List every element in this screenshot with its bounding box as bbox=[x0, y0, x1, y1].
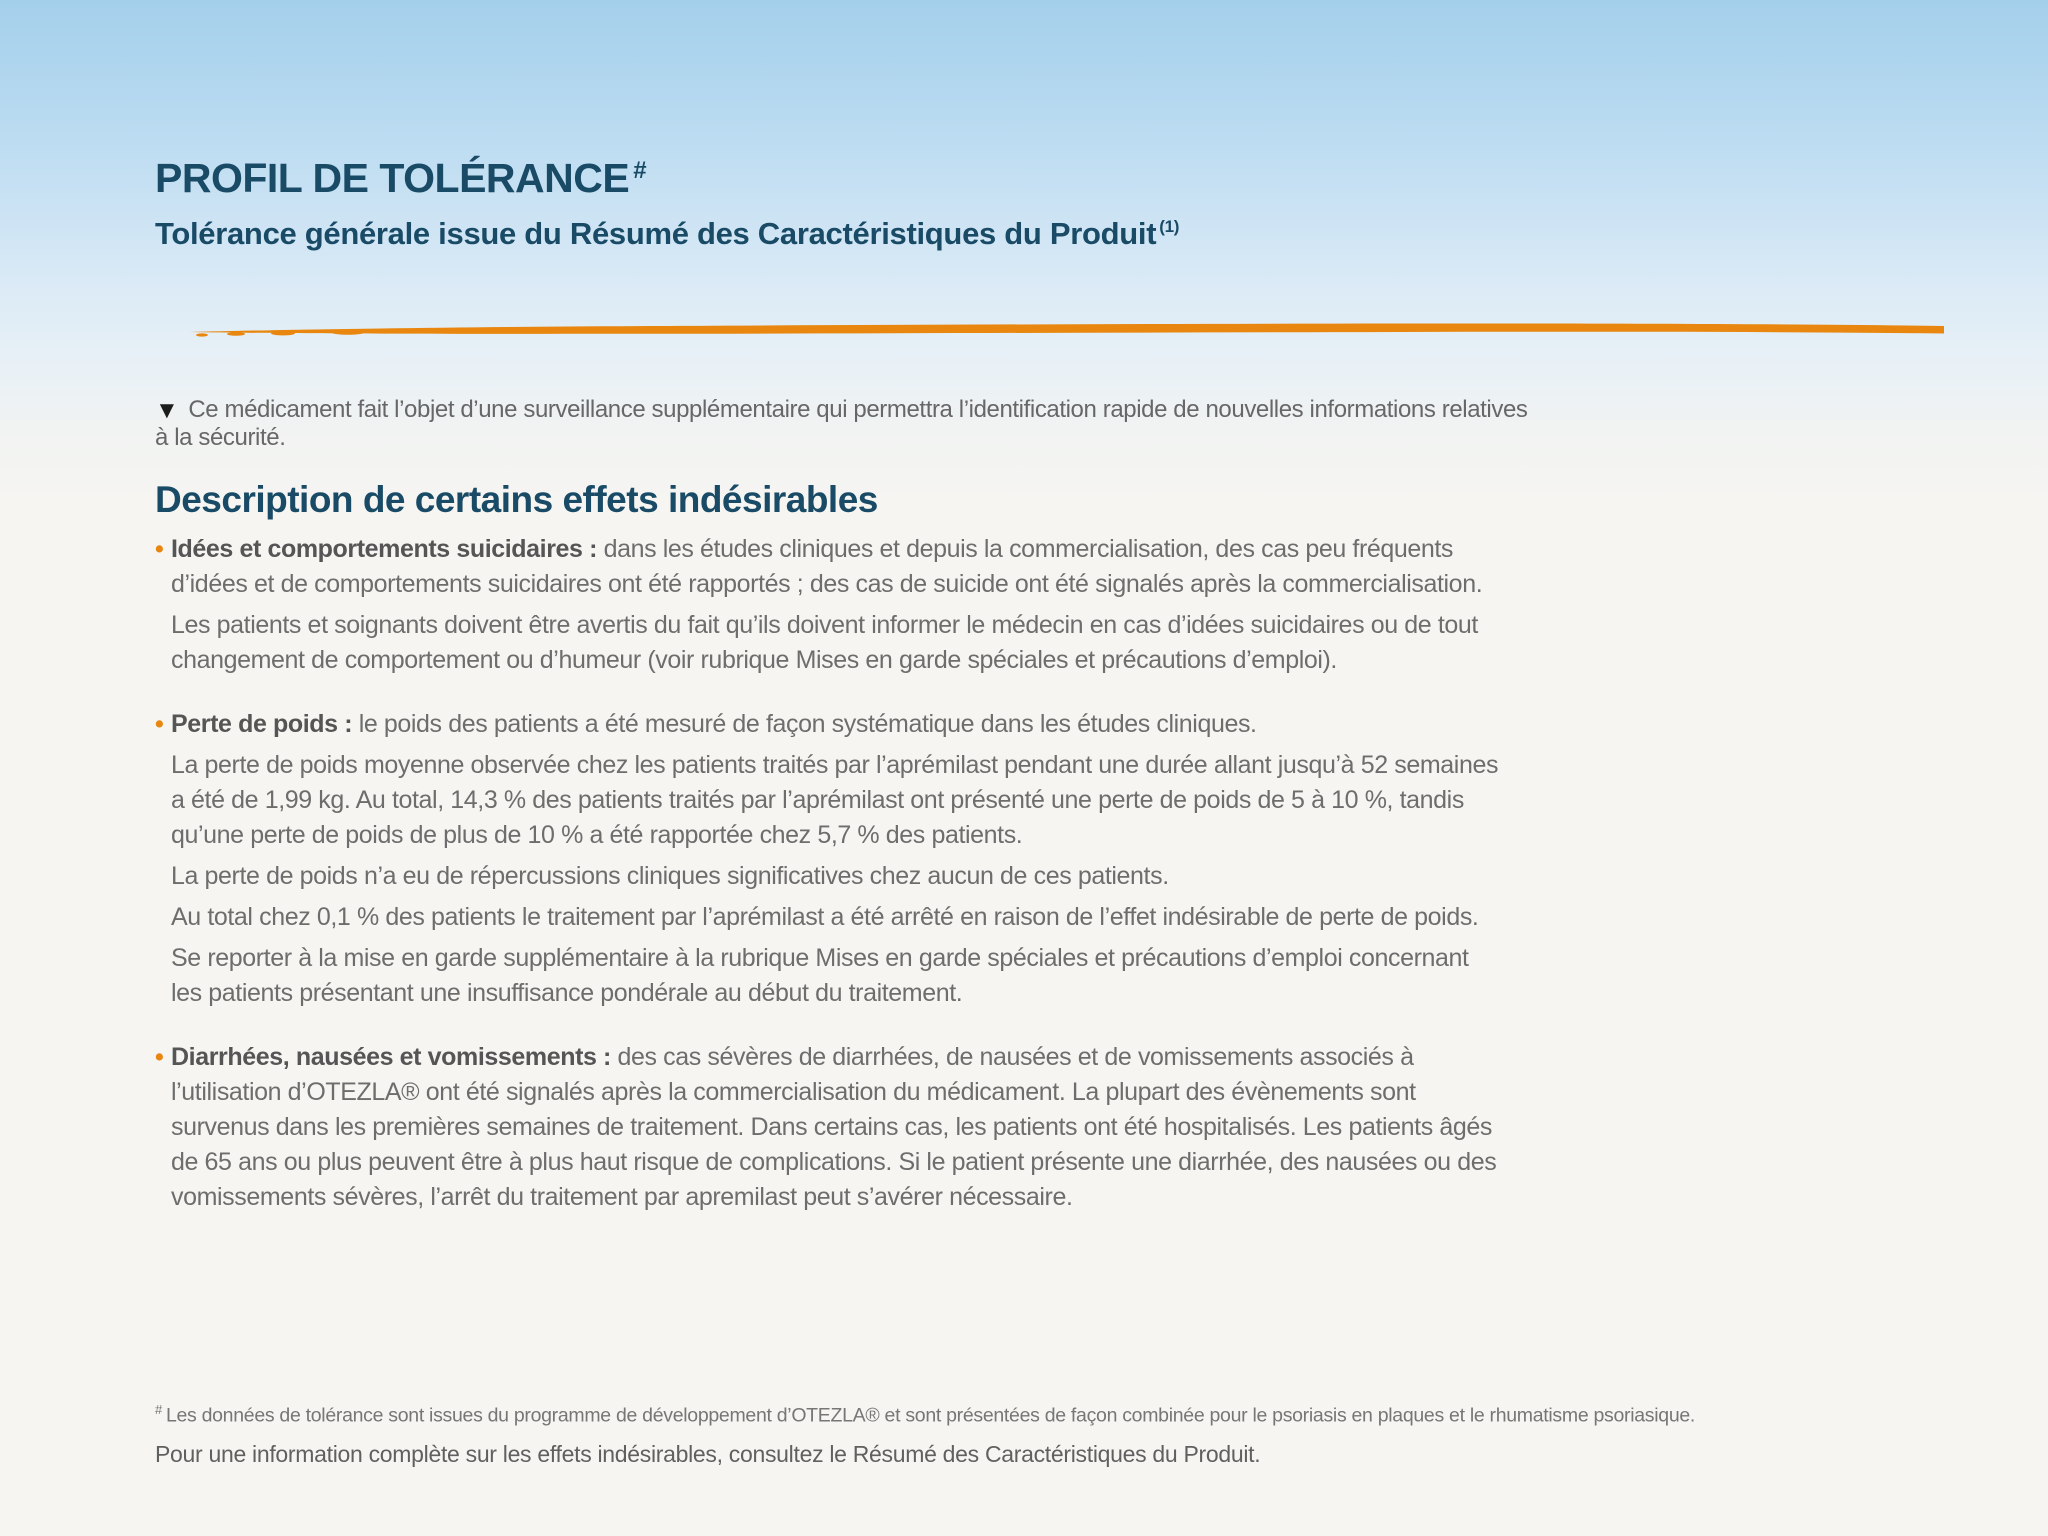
page-subtitle-reference: (1) bbox=[1159, 217, 1180, 237]
page-title-superscript: # bbox=[633, 156, 647, 184]
bullet-text: des cas sévères de diarrhées, de nausées et de vomissements associés à l’utilisation d’OTEZLA® ont été signalés après la commercialisation du médicament. La plupart des évènements sont survenus dans les premières semaines de traitement. Dans certains cas, les patients ont été hospitalisés. Les patients âgés de 65 ans ou plus peuvent être à plus haut risque de complications. Si le patient présente une diarrhée, des nausées ou des vomissements sévères, l’arrêt du traitement par apremilast peut s’avérer nécessaire. bbox=[171, 1043, 1497, 1211]
section-heading: Description de certains effets indésirables bbox=[155, 479, 878, 520]
bullet-paragraph: La perte de poids n’a eu de répercussions cliniques significatives chez aucun de ces patients. bbox=[171, 862, 1169, 890]
bullet-paragraph: Se reporter à la mise en garde supplémentaire à la rubrique Mises en garde spéciales et précautions d’emploi concernant les patients présentant une insuffisance pondérale au début du traitement. bbox=[171, 944, 1469, 1007]
bullet-paragraph: Au total chez 0,1 % des patients le traitement par l’aprémilast a été arrêté en raison de l’effet indésirable de perte de poids. bbox=[171, 903, 1479, 931]
brush-stroke-icon bbox=[188, 320, 1945, 342]
pharmacovigilance-notice bbox=[155, 396, 1535, 452]
bullet-icon: • bbox=[155, 710, 164, 738]
bullet-line bbox=[155, 1040, 1503, 1215]
bullet-line bbox=[155, 532, 1503, 602]
bullet-text: le poids des patients a été mesuré de façon systématique dans les études cliniques. bbox=[358, 710, 1257, 738]
page-subtitle-text: Tolérance générale issue du Résumé des Caractéristiques du Produit bbox=[155, 215, 1157, 251]
footnote-marker: # bbox=[155, 1401, 162, 1417]
footnote-text: Les données de tolérance sont issues du programme de développement d’OTEZLA® et sont présentées de façon combinée pour le psoriasis en plaques et le rhumatisme psoriasique. bbox=[165, 1404, 1696, 1426]
bullet-lead: Idées et comportements suicidaires : bbox=[171, 535, 598, 563]
pharmacovigilance-notice-text: Ce médicament fait l’objet d’une surveillance supplémentaire qui permettra l’identification rapide de nouvelles informations relatives à la sécurité. bbox=[155, 396, 1528, 451]
page-title bbox=[155, 155, 646, 202]
bullet-lead: Perte de poids : bbox=[171, 710, 353, 738]
footer-reference-line: Pour une information complète sur les effets indésirables, consultez le Résumé des Caractéristiques du Produit. bbox=[155, 1441, 1261, 1467]
bullet-icon: • bbox=[155, 1043, 164, 1071]
bullet-suicidal-ideation bbox=[155, 532, 1503, 678]
bullet-text: dans les études cliniques et depuis la commercialisation, des cas peu fréquents d’idées et de comportements suicidaires ont été rapportés ; des cas de suicide ont été signalés après la commercialisation. bbox=[171, 535, 1483, 598]
bullet-weight-loss bbox=[155, 707, 1503, 1011]
brush-stroke-divider bbox=[188, 320, 1945, 342]
bullet-paragraph: Les patients et soignants doivent être avertis du fait qu’ils doivent informer le médecin en cas d’idées suicidaires ou de tout changement de comportement ou d’humeur (voir rubrique Mises en garde spéciales et précautions d’emploi). bbox=[171, 611, 1478, 674]
bullet-lead: Diarrhées, nausées et vomissements : bbox=[171, 1043, 611, 1071]
adverse-effects-content bbox=[155, 532, 1503, 1244]
bullet-line bbox=[155, 707, 1503, 742]
page-title-text: PROFIL DE TOLÉRANCE bbox=[155, 155, 630, 202]
bullet-diarrhea-nausea-vomiting bbox=[155, 1040, 1503, 1215]
footnote bbox=[155, 1402, 1875, 1428]
bullet-icon: • bbox=[155, 535, 164, 563]
black-triangle-icon: ▼ bbox=[155, 397, 179, 424]
page-subtitle bbox=[155, 216, 1179, 252]
bullet-paragraph: La perte de poids moyenne observée chez les patients traités par l’aprémilast pendant une durée allant jusqu’à 52 semaines a été de 1,99 kg. Au total, 14,3 % des patients traités par l’aprémilast ont présenté une perte de poids de 5 à 10 %, tandis qu’une perte de poids de plus de 10 % a été rapportée chez 5,7 % des patients. bbox=[171, 751, 1499, 849]
